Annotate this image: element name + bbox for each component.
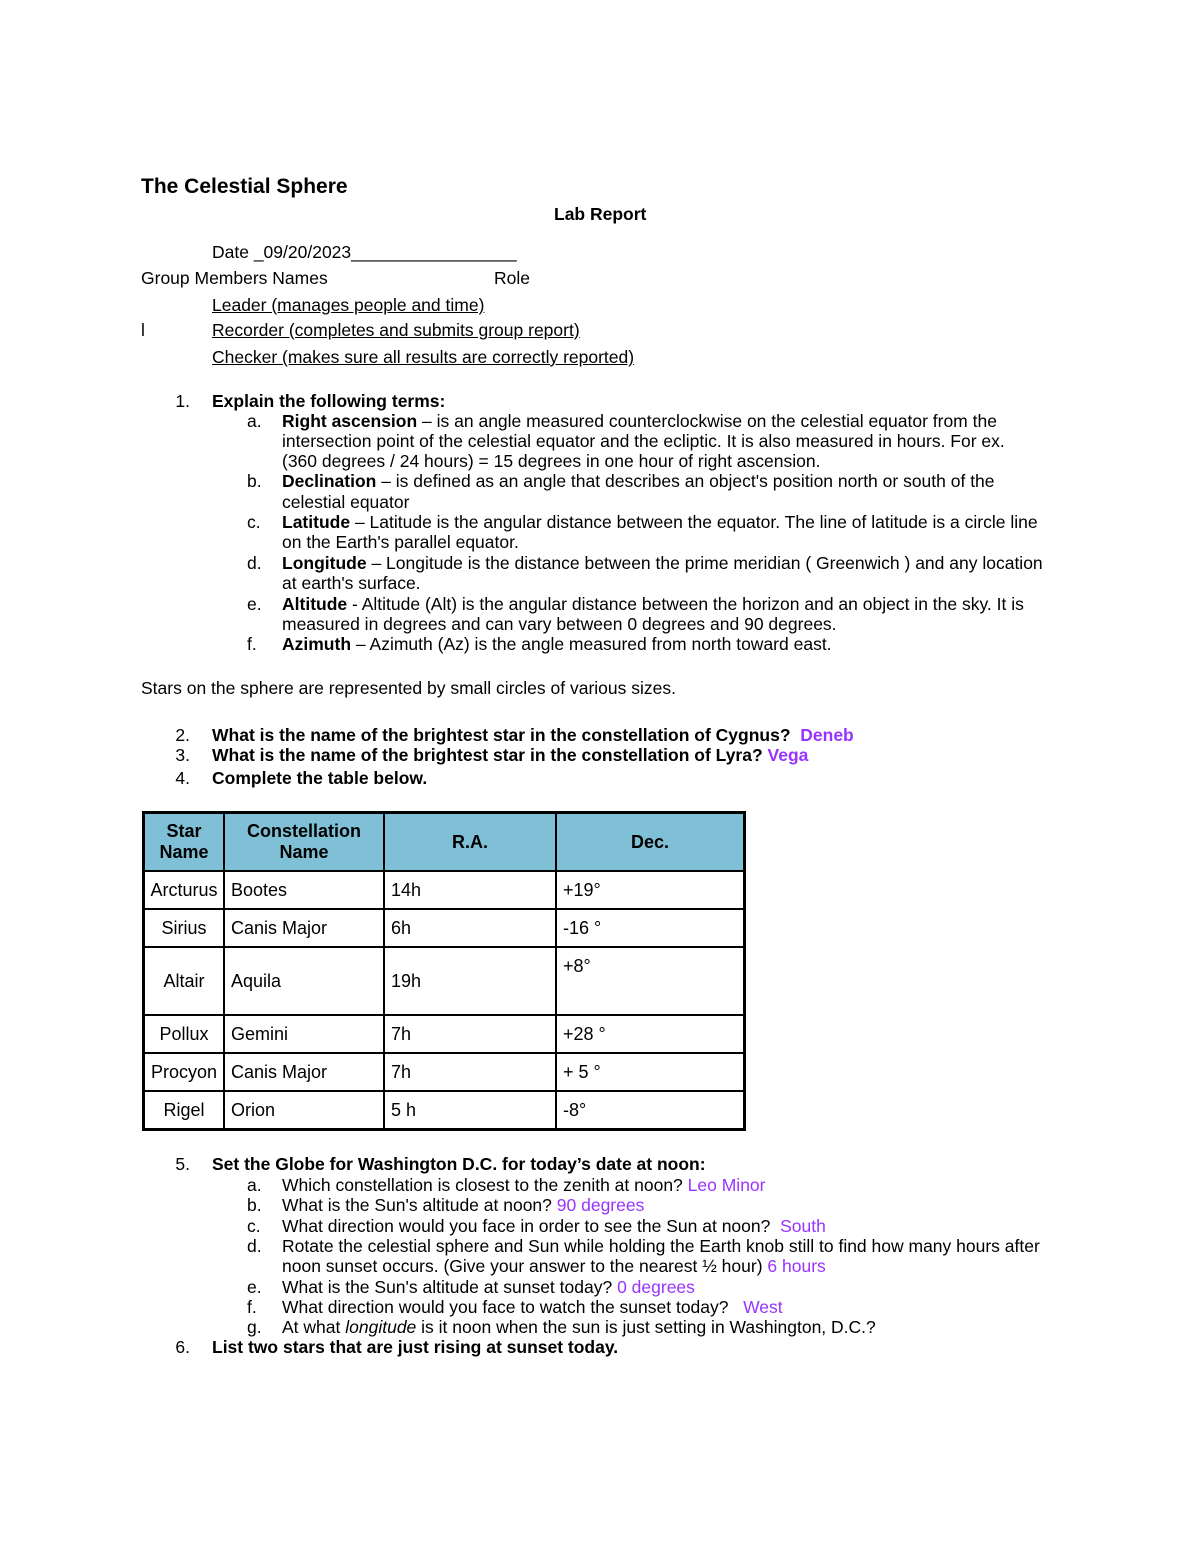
q3-answer: Vega <box>767 745 809 765</box>
cell-star: Altair <box>144 947 225 1015</box>
table-row <box>144 947 745 1015</box>
page-subtitle: Lab Report <box>554 204 647 224</box>
cell-constellation: Orion <box>224 1091 384 1130</box>
page-title: The Celestial Sphere <box>141 175 348 198</box>
cell-dec: +19° <box>556 871 745 909</box>
cell-ra: 7h <box>384 1053 556 1091</box>
term-letter: f. <box>247 634 257 654</box>
item-letter: a. <box>247 1175 262 1195</box>
cell-dec: + 5 ° <box>556 1053 745 1091</box>
q2: What is the name of the brightest star in the constellation of Cygnus? Deneb <box>212 725 854 745</box>
term-line: (360 degrees / 24 hours) = 15 degrees in one hour of right ascension. <box>282 451 821 471</box>
table-row <box>144 909 745 947</box>
term-right-ascension: Right ascension – is an angle measured counterclockwise on the celestial equator from the <box>282 411 997 431</box>
cell-star: Pollux <box>144 1015 225 1053</box>
cell-dec: -8° <box>556 1091 745 1130</box>
cell-ra: 14h <box>384 871 556 909</box>
term-declination: Declination – is defined as an angle that describes an object's position north or south of the <box>282 471 995 491</box>
term-azimuth: Azimuth – Azimuth (Az) is the angle measured from north toward east. <box>282 634 832 654</box>
q6-prompt: List two stars that are just rising at sunset today. <box>212 1337 619 1357</box>
header-constellation-name: Constellation Name <box>224 813 384 872</box>
role-checker: Checker (makes sure all results are correctly reported) <box>212 347 635 367</box>
term-letter: c. <box>247 512 261 532</box>
cell-dec: +8° <box>556 947 745 1015</box>
q5-item-a: Which constellation is closest to the zenith at noon? Leo Minor <box>282 1175 766 1195</box>
cell-star: Sirius <box>144 909 225 947</box>
cell-dec: -16 ° <box>556 909 745 947</box>
header-ra: R.A. <box>384 813 556 872</box>
q5-item-e: What is the Sun's altitude at sunset today? 0 degrees <box>282 1277 695 1297</box>
cell-ra: 19h <box>384 947 556 1015</box>
table-row <box>144 1091 745 1130</box>
cell-star: Procyon <box>144 1053 225 1091</box>
q5b-answer: 90 degrees <box>556 1195 645 1215</box>
cell-constellation: Canis Major <box>224 909 384 947</box>
term-line: at earth's surface. <box>282 573 421 593</box>
cell-ra: 7h <box>384 1015 556 1053</box>
q5-item-d: Rotate the celestial sphere and Sun while holding the Earth knob still to find how many hours after <box>282 1236 1040 1256</box>
term-letter: d. <box>247 553 262 573</box>
q5-item-f: What direction would you face to watch the sunset today? West <box>282 1297 783 1317</box>
header-dec: Dec. <box>556 813 745 872</box>
term-line: on the Earth's parallel equator. <box>282 532 519 552</box>
q2-answer: Deneb <box>800 725 854 745</box>
cell-constellation: Gemini <box>224 1015 384 1053</box>
q5-item-c: What direction would you face in order to see the Sun at noon? South <box>282 1216 826 1236</box>
group-members-label: Group Members Names <box>141 268 328 288</box>
q1-prompt: Explain the following terms: <box>212 391 446 411</box>
item-letter: e. <box>247 1277 262 1297</box>
table-row <box>144 1053 745 1091</box>
term-letter: b. <box>247 471 262 491</box>
term-letter: a. <box>247 411 262 431</box>
q3: What is the name of the brightest star in the constellation of Lyra? Vega <box>212 745 809 765</box>
cell-constellation: Bootes <box>224 871 384 909</box>
term-line: intersection point of the celestial equator and the ecliptic. It is also measured in hours. For ex. <box>282 431 1005 451</box>
term-letter: e. <box>247 594 262 614</box>
date-line: Date _09/20/2023_________________ <box>212 242 517 262</box>
term-line: celestial equator <box>282 492 410 512</box>
term-altitude: Altitude - Altitude (Alt) is the angular distance between the horizon and an object in the sky. It is <box>282 594 1024 614</box>
q5d-answer: 6 hours <box>767 1256 826 1276</box>
q5-item-d-cont: noon sunset occurs. (Give your answer to the nearest ½ hour) 6 hours <box>282 1256 826 1276</box>
cell-constellation: Aquila <box>224 947 384 1015</box>
q4-prompt: Complete the table below. <box>212 768 428 788</box>
cell-dec: +28 ° <box>556 1015 745 1053</box>
cell-star: Arcturus <box>144 871 225 909</box>
header-star-name: Star Name <box>144 813 225 872</box>
term-longitude: Longitude – Longitude is the distance between the prime meridian ( Greenwich ) and any location <box>282 553 1043 573</box>
role-label: Role <box>494 268 530 288</box>
q5-number: 5. <box>175 1154 190 1174</box>
item-letter: d. <box>247 1236 262 1256</box>
item-letter: g. <box>247 1317 262 1337</box>
q5-item-g: At what longitude is it noon when the sun is just setting in Washington, D.C.? <box>282 1317 876 1337</box>
cell-ra: 6h <box>384 909 556 947</box>
table-header-row <box>144 813 745 872</box>
star-table <box>142 811 746 1131</box>
cell-star: Rigel <box>144 1091 225 1130</box>
q5a-answer: Leo Minor <box>687 1175 766 1195</box>
role-leader: Leader (manages people and time) <box>212 295 485 315</box>
q6-number: 6. <box>175 1337 190 1357</box>
item-letter: b. <box>247 1195 262 1215</box>
cell-constellation: Canis Major <box>224 1053 384 1091</box>
table-row <box>144 871 745 909</box>
q3-number: 3. <box>175 745 190 765</box>
term-latitude: Latitude – Latitude is the angular distance between the equator. The line of latitude is a circle line <box>282 512 1038 532</box>
q1-number: 1. <box>175 391 190 411</box>
q2-number: 2. <box>175 725 190 745</box>
q5-item-b: What is the Sun's altitude at noon? 90 degrees <box>282 1195 645 1215</box>
stars-note: Stars on the sphere are represented by small circles of various sizes. <box>141 678 676 698</box>
cell-ra: 5 h <box>384 1091 556 1130</box>
stray-mark: l <box>141 320 145 340</box>
item-letter: f. <box>247 1297 257 1317</box>
item-letter: c. <box>247 1216 261 1236</box>
role-recorder: Recorder (completes and submits group report) <box>212 320 580 340</box>
q4-number: 4. <box>175 768 190 788</box>
term-line: measured in degrees and can vary between 0 degrees and 90 degrees. <box>282 614 837 634</box>
q5c-answer: South <box>780 1216 826 1236</box>
q5e-answer: 0 degrees <box>617 1277 695 1297</box>
q5-prompt: Set the Globe for Washington D.C. for today’s date at noon: <box>212 1154 706 1174</box>
table-row <box>144 1015 745 1053</box>
q5f-answer: West <box>743 1297 783 1317</box>
